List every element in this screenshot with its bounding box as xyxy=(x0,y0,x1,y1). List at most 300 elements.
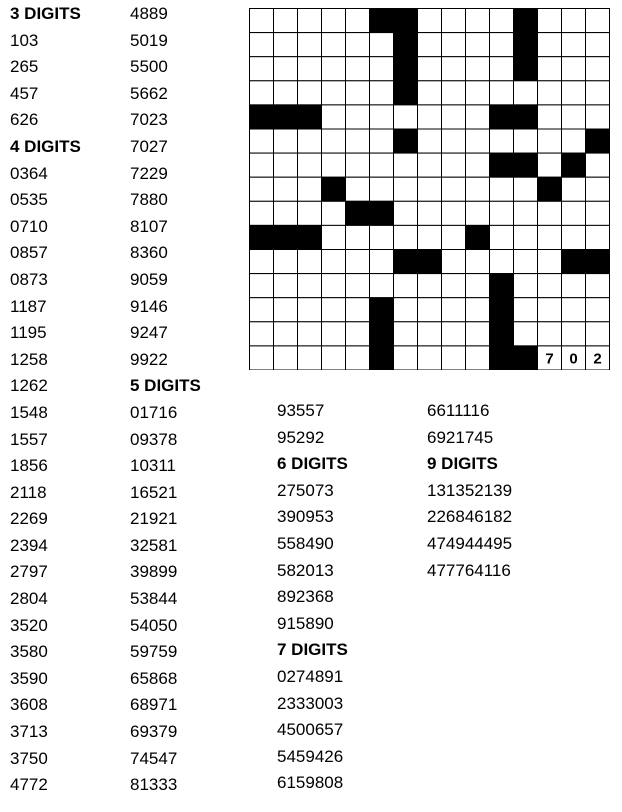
number-entry: 457 xyxy=(10,83,39,103)
grid-cell[interactable] xyxy=(322,346,346,370)
grid-cell[interactable] xyxy=(418,346,442,370)
number-entry: 131352139 xyxy=(427,480,513,500)
grid-cell[interactable] xyxy=(298,57,322,81)
grid-cell[interactable] xyxy=(586,177,610,201)
number-entry: 1187 xyxy=(10,296,47,316)
grid-cell[interactable] xyxy=(442,298,466,322)
grid-cell[interactable] xyxy=(298,177,322,201)
number-entry: 9247 xyxy=(130,323,168,343)
number-entry: 9922 xyxy=(130,349,168,369)
grid-cell[interactable] xyxy=(466,129,490,153)
number-entry: 6159808 xyxy=(277,773,344,793)
grid-cell[interactable] xyxy=(490,9,514,33)
number-entry: 626 xyxy=(10,110,39,130)
grid-cell[interactable] xyxy=(370,129,394,153)
grid-cell[interactable] xyxy=(586,153,610,177)
number-entry: 2269 xyxy=(10,509,48,529)
grid-cell[interactable] xyxy=(442,322,466,346)
grid-cell[interactable] xyxy=(466,274,490,298)
grid-cell[interactable] xyxy=(514,81,538,105)
grid-cell[interactable] xyxy=(466,153,490,177)
grid-cell[interactable] xyxy=(466,298,490,322)
grid-cell[interactable] xyxy=(442,57,466,81)
grid-block xyxy=(274,225,298,249)
number-entry: 65868 xyxy=(130,668,178,688)
number-entry: 69379 xyxy=(130,722,178,742)
grid-cell[interactable] xyxy=(442,9,466,33)
number-entry: 4500657 xyxy=(277,720,344,740)
word-list-column-3 xyxy=(277,398,348,797)
grid-cell[interactable] xyxy=(490,250,514,274)
grid-cell[interactable] xyxy=(490,81,514,105)
grid-block xyxy=(514,9,538,33)
grid-cell[interactable] xyxy=(394,298,418,322)
number-entry: 74547 xyxy=(130,748,178,768)
grid-cell[interactable] xyxy=(322,274,346,298)
grid-cell[interactable] xyxy=(586,33,610,57)
grid-cell[interactable] xyxy=(466,201,490,225)
grid-cell[interactable] xyxy=(322,81,346,105)
number-entry: 1548 xyxy=(10,402,48,422)
number-entry: 39899 xyxy=(130,562,178,582)
number-entry: 81333 xyxy=(130,775,178,795)
grid-cell[interactable] xyxy=(466,57,490,81)
grid-cell[interactable] xyxy=(370,225,394,249)
puzzle-grid[interactable] xyxy=(249,8,611,370)
grid-cell[interactable] xyxy=(274,33,298,57)
grid-cell[interactable] xyxy=(538,105,562,129)
grid-cell[interactable] xyxy=(370,105,394,129)
grid-cell[interactable] xyxy=(442,346,466,370)
number-entry: 4889 xyxy=(130,4,168,23)
grid-cell[interactable] xyxy=(346,298,370,322)
grid-cell[interactable] xyxy=(586,201,610,225)
number-entry: 7880 xyxy=(130,190,168,210)
grid-digit: 7 xyxy=(545,350,554,368)
grid-block xyxy=(538,177,562,201)
grid-cell[interactable] xyxy=(490,57,514,81)
grid-cell[interactable] xyxy=(418,129,442,153)
number-entry: 9146 xyxy=(130,296,168,316)
grid-cell[interactable] xyxy=(490,177,514,201)
grid-cell[interactable] xyxy=(418,105,442,129)
grid-cell[interactable] xyxy=(586,322,610,346)
number-entry: 3713 xyxy=(10,722,48,742)
grid-cell[interactable] xyxy=(562,9,586,33)
grid-cell[interactable] xyxy=(514,274,538,298)
grid-cell[interactable] xyxy=(466,177,490,201)
grid-cell[interactable] xyxy=(298,346,322,370)
grid-cell[interactable] xyxy=(250,153,274,177)
grid-cell[interactable] xyxy=(298,129,322,153)
number-entry: 5019 xyxy=(130,30,168,50)
number-entry: 59759 xyxy=(130,642,178,662)
grid-cell[interactable] xyxy=(298,81,322,105)
grid-cell[interactable] xyxy=(298,9,322,33)
number-entry: 8360 xyxy=(130,243,168,263)
grid-cell[interactable] xyxy=(346,129,370,153)
number-entry: 2394 xyxy=(10,535,48,555)
number-entry: 275073 xyxy=(277,480,334,500)
grid-cell[interactable] xyxy=(514,201,538,225)
grid-cell[interactable] xyxy=(562,129,586,153)
grid-cell[interactable] xyxy=(274,57,298,81)
grid-cell[interactable] xyxy=(250,322,274,346)
grid-cell[interactable] xyxy=(514,129,538,153)
number-entry: 5500 xyxy=(130,57,168,77)
grid-block xyxy=(298,225,322,249)
grid-block xyxy=(394,9,418,33)
grid-cell[interactable] xyxy=(586,225,610,249)
grid-block xyxy=(370,201,394,225)
grid-cell[interactable] xyxy=(250,33,274,57)
grid-cell[interactable] xyxy=(370,57,394,81)
number-entry: 6611116 xyxy=(427,401,490,420)
grid-cell[interactable] xyxy=(586,105,610,129)
grid-cell[interactable] xyxy=(514,322,538,346)
grid-cell[interactable] xyxy=(394,153,418,177)
grid-block xyxy=(562,153,586,177)
grid-block xyxy=(490,322,514,346)
grid-cell[interactable] xyxy=(346,225,370,249)
section-heading: 4 DIGITS xyxy=(10,136,81,156)
number-entry: 21921 xyxy=(130,509,178,529)
number-entry: 2118 xyxy=(10,482,47,502)
number-entry: 226846182 xyxy=(427,507,513,527)
number-entry: 16521 xyxy=(130,482,178,502)
grid-block xyxy=(490,274,514,298)
grid-block xyxy=(586,250,610,274)
grid-cell[interactable] xyxy=(562,322,586,346)
grid-cell[interactable] xyxy=(418,274,442,298)
number-entry: 09378 xyxy=(130,429,178,449)
grid-cell[interactable] xyxy=(394,201,418,225)
grid-cell[interactable] xyxy=(346,105,370,129)
section-heading: 6 DIGITS xyxy=(277,454,348,474)
grid-cell[interactable] xyxy=(322,298,346,322)
number-entry: 0535 xyxy=(10,190,48,210)
grid-cell[interactable] xyxy=(250,274,274,298)
grid-cell[interactable] xyxy=(562,274,586,298)
grid-block xyxy=(514,57,538,81)
grid-block xyxy=(322,177,346,201)
grid-cell[interactable] xyxy=(394,177,418,201)
grid-cell[interactable] xyxy=(418,81,442,105)
grid-cell[interactable] xyxy=(586,57,610,81)
grid-cell[interactable] xyxy=(274,346,298,370)
grid-cell[interactable] xyxy=(322,153,346,177)
grid-cell[interactable] xyxy=(274,201,298,225)
grid-cell[interactable] xyxy=(298,33,322,57)
grid-cell[interactable] xyxy=(250,129,274,153)
grid-cell[interactable] xyxy=(394,225,418,249)
grid-cell[interactable] xyxy=(418,33,442,57)
number-entry: 5459426 xyxy=(277,746,344,766)
grid-cell[interactable] xyxy=(442,250,466,274)
grid-cell[interactable] xyxy=(370,177,394,201)
number-entry: 474944495 xyxy=(427,533,513,553)
grid-cell[interactable] xyxy=(274,177,298,201)
grid-cell[interactable] xyxy=(274,298,298,322)
number-entry: 4772 xyxy=(10,775,48,795)
grid-cell[interactable] xyxy=(250,201,274,225)
number-entry: 7027 xyxy=(130,136,168,156)
grid-cell[interactable] xyxy=(322,322,346,346)
grid-cell[interactable] xyxy=(346,9,370,33)
grid-cell[interactable] xyxy=(322,33,346,57)
number-entry: 7229 xyxy=(130,163,168,183)
grid-cell[interactable] xyxy=(490,201,514,225)
grid-cell[interactable] xyxy=(538,9,562,33)
grid-cell[interactable] xyxy=(514,177,538,201)
grid-cell[interactable] xyxy=(418,298,442,322)
grid-block xyxy=(250,225,274,249)
grid-cell[interactable] xyxy=(250,177,274,201)
grid-cell[interactable] xyxy=(394,346,418,370)
grid-cell[interactable] xyxy=(274,81,298,105)
grid-cell[interactable] xyxy=(442,201,466,225)
word-list-column-1 xyxy=(10,1,81,799)
grid-block xyxy=(514,346,538,370)
grid-cell[interactable] xyxy=(538,298,562,322)
grid-cell[interactable] xyxy=(538,201,562,225)
grid-cell[interactable] xyxy=(322,105,346,129)
grid-cell[interactable] xyxy=(538,274,562,298)
grid-cell[interactable] xyxy=(442,81,466,105)
grid-cell[interactable] xyxy=(538,225,562,249)
grid-block xyxy=(370,9,394,33)
section-heading: 9 DIGITS xyxy=(427,454,498,474)
grid-cell[interactable] xyxy=(538,129,562,153)
grid-block xyxy=(394,81,418,105)
number-entry: 0710 xyxy=(10,216,48,236)
grid-cell[interactable] xyxy=(466,33,490,57)
grid-cell[interactable] xyxy=(250,57,274,81)
grid-cell[interactable] xyxy=(514,225,538,249)
grid-cell[interactable] xyxy=(466,9,490,33)
grid-cell[interactable] xyxy=(514,298,538,322)
grid-cell[interactable] xyxy=(562,81,586,105)
number-entry: 3580 xyxy=(10,642,48,662)
grid-block xyxy=(562,250,586,274)
grid-cell[interactable] xyxy=(250,81,274,105)
grid-cell[interactable] xyxy=(586,298,610,322)
number-entry: 477764116 xyxy=(427,560,511,580)
grid-cell[interactable] xyxy=(394,274,418,298)
section-heading: 7 DIGITS xyxy=(277,640,348,660)
number-entry: 1262 xyxy=(10,376,48,396)
grid-cell[interactable] xyxy=(370,274,394,298)
section-heading: 3 DIGITS xyxy=(10,4,81,23)
word-list-column-4 xyxy=(427,398,512,584)
grid-cell[interactable] xyxy=(562,105,586,129)
grid-cell[interactable] xyxy=(586,9,610,33)
grid-cell[interactable] xyxy=(538,322,562,346)
grid-cell[interactable] xyxy=(346,322,370,346)
grid-cell[interactable] xyxy=(562,298,586,322)
grid-block xyxy=(514,33,538,57)
grid-cell[interactable] xyxy=(298,298,322,322)
number-entry: 2804 xyxy=(10,589,48,609)
number-entry: 10311 xyxy=(130,456,177,476)
grid-cell[interactable] xyxy=(298,201,322,225)
grid-cell[interactable] xyxy=(250,250,274,274)
grid-block xyxy=(490,298,514,322)
grid-cell[interactable] xyxy=(322,201,346,225)
grid-block xyxy=(394,33,418,57)
number-entry: 1195 xyxy=(10,323,47,343)
number-entry: 3750 xyxy=(10,748,48,768)
grid-cell[interactable] xyxy=(562,177,586,201)
number-entry: 390953 xyxy=(277,507,334,527)
number-entry: 0364 xyxy=(10,163,48,183)
number-entry: 68971 xyxy=(130,695,178,715)
number-entry: 3520 xyxy=(10,615,48,635)
grid-cell[interactable] xyxy=(442,177,466,201)
number-entry: 1856 xyxy=(10,456,48,476)
grid-block xyxy=(514,105,538,129)
section-heading: 5 DIGITS xyxy=(130,376,201,396)
grid-cell[interactable] xyxy=(442,274,466,298)
grid-cell[interactable] xyxy=(298,274,322,298)
grid-cell[interactable] xyxy=(466,81,490,105)
number-entry: 54050 xyxy=(130,615,178,635)
grid-cell[interactable] xyxy=(274,274,298,298)
grid-cell[interactable] xyxy=(346,57,370,81)
grid-cell[interactable] xyxy=(418,225,442,249)
grid-cell[interactable] xyxy=(442,105,466,129)
grid-cell[interactable] xyxy=(466,322,490,346)
number-entry: 6921745 xyxy=(427,427,494,447)
grid-cell[interactable] xyxy=(274,9,298,33)
grid-cell[interactable] xyxy=(418,177,442,201)
grid-cell[interactable] xyxy=(562,33,586,57)
number-entry: 95292 xyxy=(277,427,325,447)
grid-cell[interactable] xyxy=(370,153,394,177)
grid-cell[interactable] xyxy=(394,105,418,129)
number-entry: 582013 xyxy=(277,560,334,580)
grid-cell[interactable] xyxy=(346,153,370,177)
grid-cell[interactable] xyxy=(250,9,274,33)
grid-cell[interactable] xyxy=(418,9,442,33)
grid-cell[interactable] xyxy=(274,322,298,346)
grid-cell[interactable] xyxy=(418,322,442,346)
grid-cell[interactable] xyxy=(322,57,346,81)
grid-block xyxy=(274,105,298,129)
grid-cell[interactable] xyxy=(562,225,586,249)
grid-cell[interactable] xyxy=(586,274,610,298)
grid-cell[interactable] xyxy=(562,201,586,225)
grid-block xyxy=(298,105,322,129)
grid-cell[interactable] xyxy=(346,177,370,201)
number-entry: 915890 xyxy=(277,613,334,633)
number-entry: 32581 xyxy=(130,535,178,555)
grid-cell[interactable] xyxy=(346,81,370,105)
grid-cell[interactable] xyxy=(274,129,298,153)
grid-cell[interactable] xyxy=(442,153,466,177)
number-entry: 9059 xyxy=(130,269,168,289)
grid-cell[interactable] xyxy=(538,81,562,105)
grid-cell[interactable] xyxy=(250,298,274,322)
word-list-column-2 xyxy=(130,1,201,799)
grid-cell[interactable] xyxy=(298,153,322,177)
grid-cell[interactable] xyxy=(322,9,346,33)
grid-cell[interactable] xyxy=(370,81,394,105)
grid-cell[interactable] xyxy=(394,322,418,346)
grid-cell[interactable] xyxy=(490,129,514,153)
grid-cell[interactable] xyxy=(442,129,466,153)
number-entry: 3608 xyxy=(10,695,48,715)
grid-block xyxy=(418,250,442,274)
grid-cell[interactable] xyxy=(562,57,586,81)
grid-cell[interactable] xyxy=(490,33,514,57)
grid-block xyxy=(490,105,514,129)
grid-cell[interactable] xyxy=(346,250,370,274)
grid-cell[interactable] xyxy=(466,105,490,129)
grid-block xyxy=(490,153,514,177)
grid-cell[interactable] xyxy=(322,225,346,249)
grid-cell[interactable] xyxy=(298,250,322,274)
grid-block xyxy=(370,298,394,322)
grid-block xyxy=(490,346,514,370)
grid-block xyxy=(514,153,538,177)
grid-cell[interactable] xyxy=(370,250,394,274)
grid-cell[interactable] xyxy=(346,33,370,57)
grid-cell[interactable] xyxy=(250,346,274,370)
grid-digit: 2 xyxy=(593,350,602,368)
number-entry: 558490 xyxy=(277,533,334,553)
grid-block xyxy=(250,105,274,129)
grid-cell[interactable] xyxy=(442,225,466,249)
grid-cell[interactable] xyxy=(538,57,562,81)
grid-cell[interactable] xyxy=(490,225,514,249)
number-entry: 1557 xyxy=(10,429,48,449)
grid-cell[interactable] xyxy=(418,153,442,177)
grid-cell[interactable] xyxy=(346,346,370,370)
number-entry: 7023 xyxy=(130,110,168,130)
number-entry: 0274891 xyxy=(277,666,344,686)
number-entry: 2333003 xyxy=(277,693,344,713)
grid-cell[interactable] xyxy=(538,33,562,57)
grid-block xyxy=(346,201,370,225)
number-entry: 103 xyxy=(10,30,39,50)
grid-cell[interactable] xyxy=(370,33,394,57)
grid-cell[interactable] xyxy=(538,250,562,274)
grid-cell[interactable] xyxy=(442,33,466,57)
grid-cell[interactable] xyxy=(418,201,442,225)
number-entry: 3590 xyxy=(10,668,48,688)
grid-cell[interactable] xyxy=(322,129,346,153)
grid-cell[interactable] xyxy=(538,153,562,177)
number-entry: 892368 xyxy=(277,587,334,607)
grid-block xyxy=(466,225,490,249)
number-entry: 0873 xyxy=(10,269,48,289)
grid-cell[interactable] xyxy=(274,153,298,177)
grid-cell[interactable] xyxy=(274,250,298,274)
number-entry: 1258 xyxy=(10,349,48,369)
grid-cell[interactable] xyxy=(466,250,490,274)
grid-cell[interactable] xyxy=(418,57,442,81)
grid-cell[interactable] xyxy=(586,81,610,105)
grid-cell[interactable] xyxy=(514,250,538,274)
grid-cell[interactable] xyxy=(298,322,322,346)
grid-cell[interactable] xyxy=(346,274,370,298)
number-entry: 8107 xyxy=(130,216,168,236)
number-entry: 01716 xyxy=(130,402,178,422)
grid-cell[interactable] xyxy=(322,250,346,274)
grid-block xyxy=(394,129,418,153)
grid-cell[interactable] xyxy=(466,346,490,370)
